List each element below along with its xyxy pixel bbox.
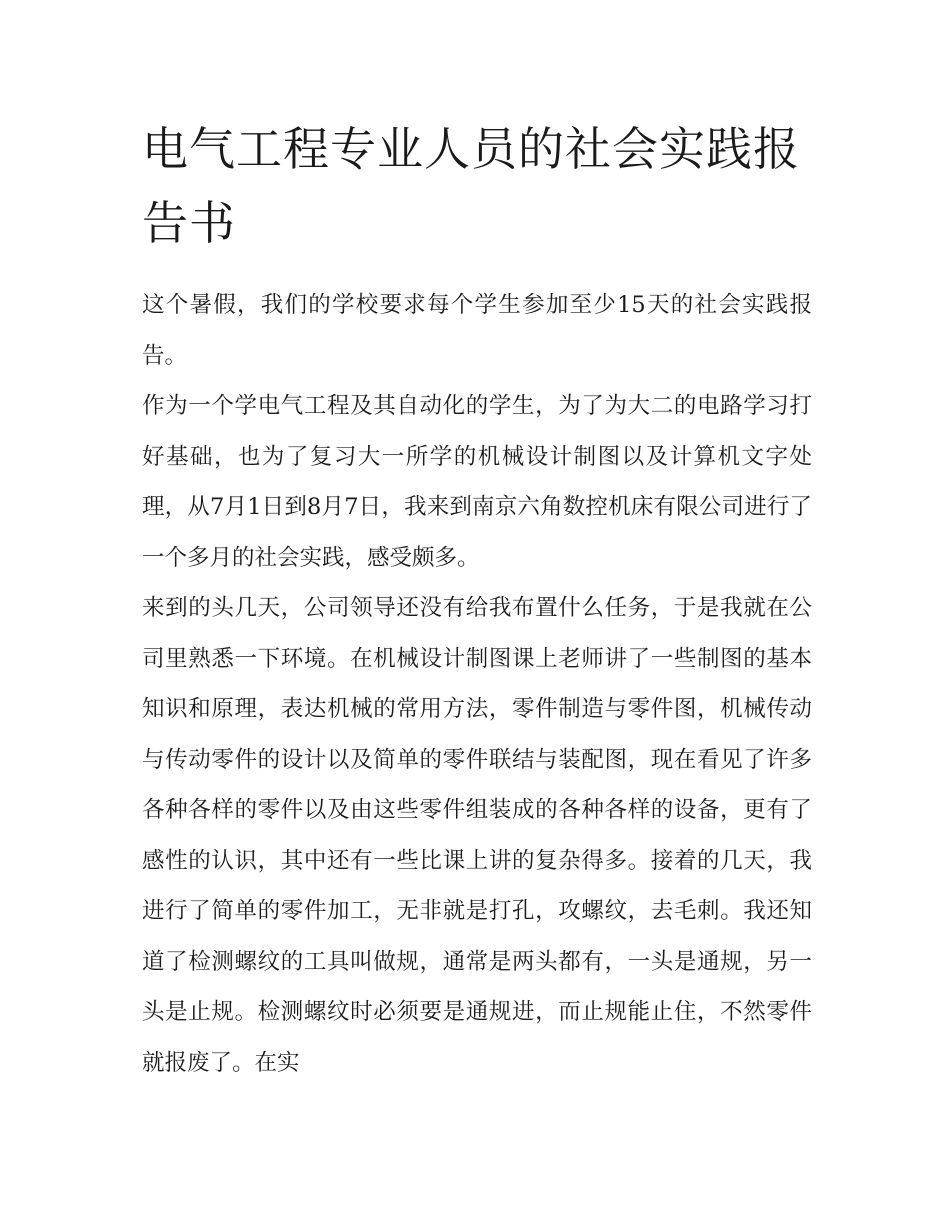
paragraph-1: 这个暑假，我们的学校要求每个学生参加至少15天的社会实践报告。 xyxy=(142,292,812,369)
document-title: 电气工程专业人员的社会实践报告书 xyxy=(142,122,800,250)
document-content xyxy=(142,112,812,1088)
paragraph-2: 作为一个学电气工程及其自动化的学生，为了为大二的电路学习打好基础，也为了复习大一所学的机械设计制图以及计算机文字处理，从7月1日到8月7日，我来到南京六角数控机床有限公司进行了一个多月的社会实践，感受颇多。 xyxy=(142,393,812,571)
paragraph-3: 来到的头几天，公司领导还没有给我布置什么任务，于是我就在公司里熟悉一下环境。在机械设计制图课上老师讲了一些制图的基本知识和原理，表达机械的常用方法，零件制造与零件图，机械传动与传动零件的设计以及简单的零件联结与装配图，现在看见了许多各种各样的零件以及由这些零件组装成的各种各样的设备，更有了感性的认识，其中还有一些比课上讲的复杂得多。接着的几天，我进行了简单的零件加工，无非就是打孔，攻螺纹，去毛刺。我还知道了检测螺纹的工具叫做规，通常是两头都有，一头是通规，另一头是止规。检测螺纹时必须要是通规进，而止规能止住，不然零件就报废了。在实 xyxy=(142,595,812,1076)
document-body xyxy=(142,280,812,1088)
